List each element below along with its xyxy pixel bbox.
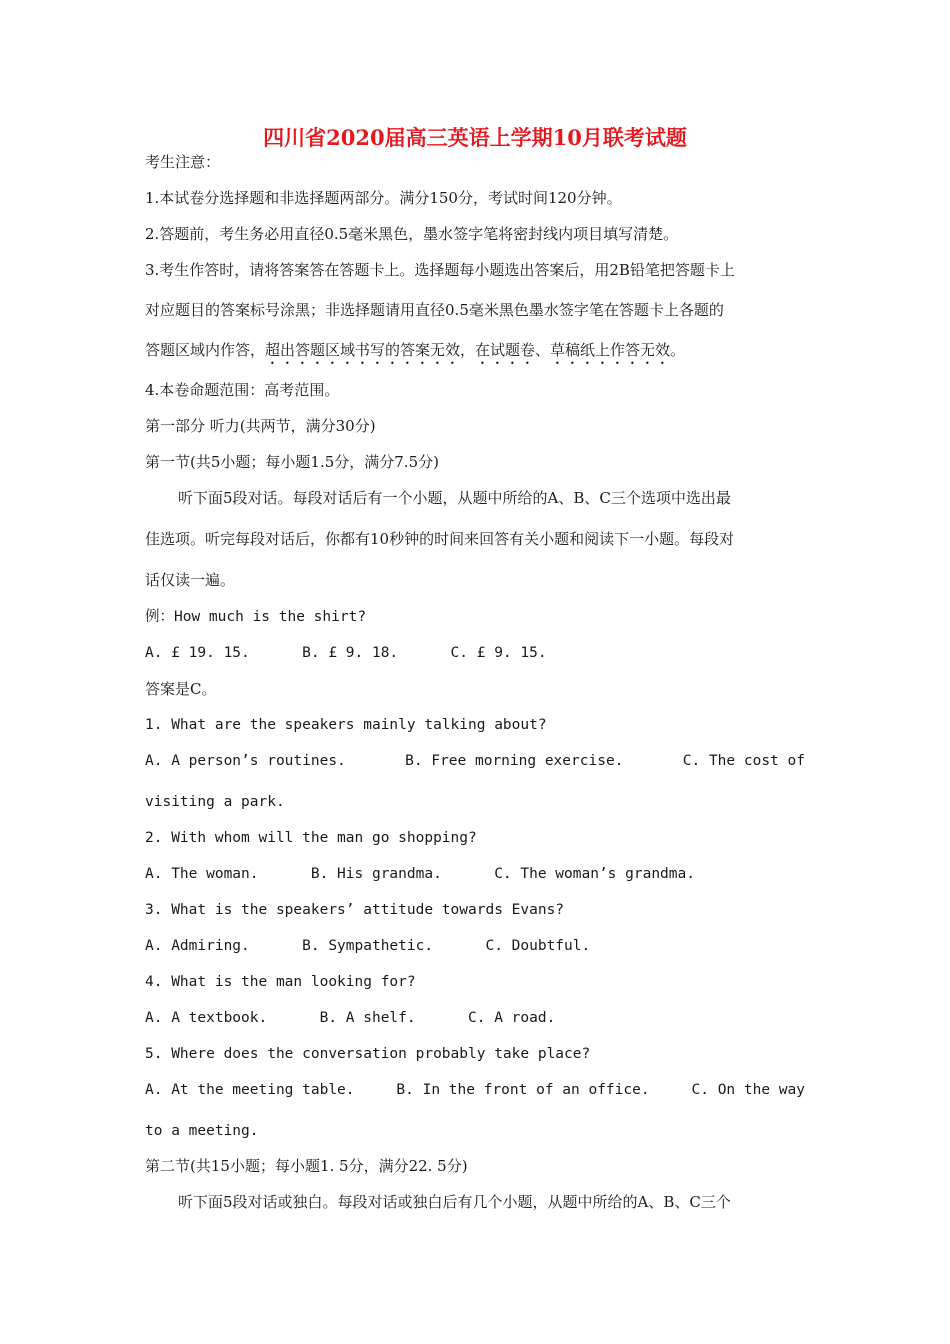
section1-instructions-line-3: 话仅读一遍。 xyxy=(145,571,236,589)
question-2-stem: 2. With whom will the man go shopping? xyxy=(145,830,477,846)
question-1-option-a: A. A person’s routines. xyxy=(145,753,346,769)
emphasized-warning-1: 超出答题区域书写的答案无效 xyxy=(265,341,461,359)
question-2-options: A. The woman. B. His grandma. C. The woman’s grandma. xyxy=(145,866,695,882)
notice-item-3-line-3 xyxy=(145,341,685,368)
section1-instructions-line-2: 佳选项。听完每段对话后，你都有10秒钟的时间来回答有关小题和阅读下一小题。每段对 xyxy=(145,530,735,548)
emphasized-warning-2: 在试题卷、草稿纸上作答无效 xyxy=(475,341,671,359)
question-3-options: A. Admiring. B. Sympathetic. C. Doubtful. xyxy=(145,938,591,954)
question-5-option-a: A. At the meeting table. xyxy=(145,1082,355,1098)
example-options: A. £ 19. 15. B. £ 9. 18. C. £ 9. 15. xyxy=(145,645,547,661)
notice-item-3-separator: ， xyxy=(460,341,476,359)
question-5-options-continued: to a meeting. xyxy=(145,1123,259,1139)
question-3-stem: 3. What is the speakers’ attitude towards Evans? xyxy=(145,902,565,918)
notice-heading: 考生注意： xyxy=(145,153,221,171)
section1-instructions-line-1: 听下面5段对话。每段对话后有一个小题，从题中所给的A、B、C三个选项中选出最 xyxy=(178,489,731,507)
question-1-option-c: C. The cost of xyxy=(682,753,805,769)
question-4-stem: 4. What is the man looking for? xyxy=(145,974,416,990)
question-5-options xyxy=(145,1081,805,1099)
page-title: 四川省2020届高三英语上学期10月联考试题 xyxy=(263,125,687,150)
section2-instructions: 听下面5段对话或独白。每段对话或独白后有几个小题，从题中所给的A、B、C三个 xyxy=(178,1193,731,1211)
notice-item-3-line-2: 对应题目的答案标号涂黑；非选择题请用直径0.5毫米黑色墨水签字笔在答题卡上各题的 xyxy=(145,301,724,319)
part1-heading: 第一部分 听力(共两节，满分30分) xyxy=(145,417,376,435)
question-1-stem: 1. What are the speakers mainly talking about? xyxy=(145,717,547,733)
question-1-option-b: B. Free morning exercise. xyxy=(405,753,624,769)
notice-item-4: 4.本卷命题范围：高考范围。 xyxy=(145,381,340,399)
notice-item-3-line-1: 3.考生作答时，请将答案答在答题卡上。选择题每小题选出答案后，用2B铅笔把答题卡上 xyxy=(145,261,735,279)
section2-heading: 第二节(共15小题；每小题1. 5分，满分22. 5分) xyxy=(145,1157,468,1175)
question-1-options-continued: visiting a park. xyxy=(145,794,285,810)
notice-item-3-plain: 答题区域内作答， xyxy=(145,341,266,359)
question-4-options: A. A textbook. B. A shelf. C. A road. xyxy=(145,1010,556,1026)
notice-item-1: 1.本试卷分选择题和非选择题两部分。满分150分，考试时间120分钟。 xyxy=(145,189,622,207)
notice-item-3-end: 。 xyxy=(670,341,686,359)
section1-heading: 第一节(共5小题；每小题1.5分，满分7.5分) xyxy=(145,453,439,471)
question-5-stem: 5. Where does the conversation probably take place? xyxy=(145,1046,591,1062)
question-5-option-c: C. On the way xyxy=(691,1082,805,1098)
question-1-options xyxy=(145,752,805,770)
notice-item-2: 2.答题前，考生务必用直径0.5毫米黑色，墨水签字笔将密封线内项目填写清楚。 xyxy=(145,225,679,243)
example-answer: 答案是C。 xyxy=(145,680,217,698)
question-5-option-b: B. In the front of an office. xyxy=(396,1082,650,1098)
example-question: 例：How much is the shirt? xyxy=(145,609,367,625)
